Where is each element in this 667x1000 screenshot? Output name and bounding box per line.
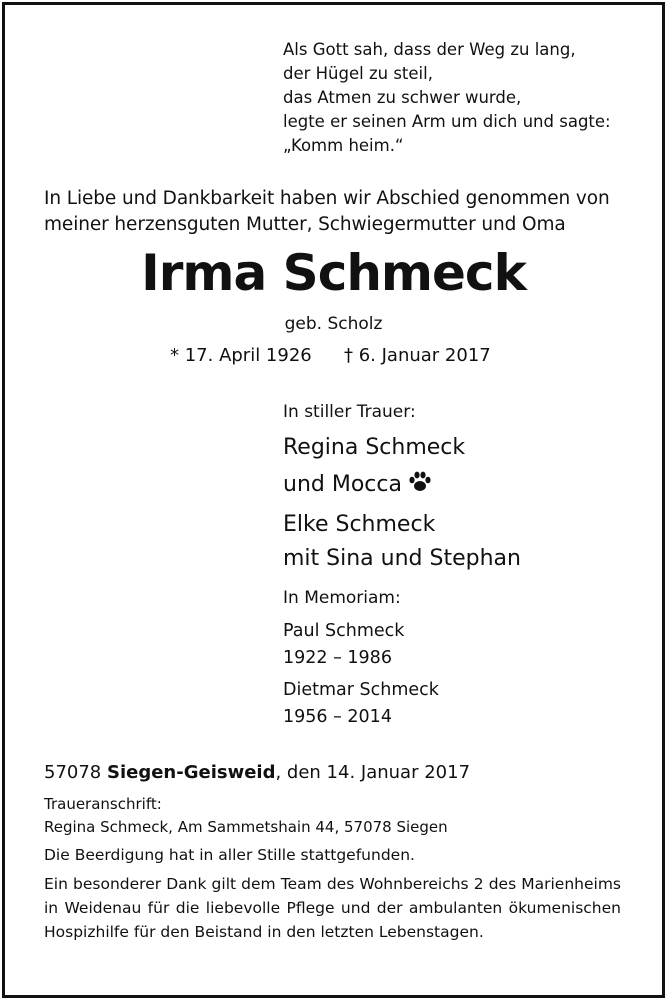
city: Siegen-Geisweid <box>107 762 276 783</box>
mourning-address: Regina Schmeck, Am Sammetshain 44, 57078 Siegen <box>44 818 448 836</box>
maiden-name: geb. Scholz <box>284 314 383 334</box>
intro-line: meiner herzensguten Mutter, Schwiegermutter und Oma <box>44 214 566 235</box>
mourner-line: mit Sina und Stephan <box>283 546 521 571</box>
funeral-note: Die Beerdigung hat in aller Stille stattgefunden. <box>44 846 415 864</box>
address-label: Traueranschrift: <box>44 795 162 813</box>
date: , den 14. Januar 2017 <box>275 762 471 783</box>
thanks-paragraph: Ein besonderer Dank gilt dem Team des Wohnbereichs 2 des Marienheims in Weidenau für die liebevolle Pflege und der ambulanten ökumenischen Hospizhilfe für den Beistand in den letzten Lebenstagen. <box>44 875 621 941</box>
intro-line: In Liebe und Dankbarkeit haben wir Abschied genommen von <box>44 188 610 209</box>
place-date-line <box>44 762 470 783</box>
memoriam-person <box>283 618 404 672</box>
poem <box>283 38 611 158</box>
mourners-heading: In stiller Trauer: <box>283 402 416 422</box>
poem-line: „Komm heim.“ <box>283 136 404 155</box>
mourner-line: Elke Schmeck <box>283 512 436 537</box>
intro-text <box>44 186 610 238</box>
death-date: † 6. Januar 2017 <box>344 345 491 366</box>
memoriam-years: 1956 – 2014 <box>283 707 392 727</box>
mourner-line: Regina Schmeck <box>283 435 466 460</box>
poem-line: der Hügel zu steil, <box>283 64 433 83</box>
mourner-line: und Mocca <box>283 472 402 497</box>
poem-line: das Atmen zu schwer wurde, <box>283 88 522 107</box>
deceased-name: Irma Schmeck <box>141 244 526 302</box>
poem-line: legte er seinen Arm um dich und sagte: <box>283 112 611 131</box>
poem-line: Als Gott sah, dass der Weg zu lang, <box>283 40 576 59</box>
memoriam-person <box>283 677 439 731</box>
postcode: 57078 <box>44 762 102 783</box>
mourner-line-pet <box>283 471 432 499</box>
memoriam-years: 1922 – 1986 <box>283 648 392 668</box>
memoriam-heading: In Memoriam: <box>283 588 401 608</box>
paw-print-icon <box>408 471 432 499</box>
memoriam-name: Dietmar Schmeck <box>283 680 439 700</box>
birth-date: * 17. April 1926 <box>170 345 312 366</box>
memoriam-name: Paul Schmeck <box>283 621 405 641</box>
